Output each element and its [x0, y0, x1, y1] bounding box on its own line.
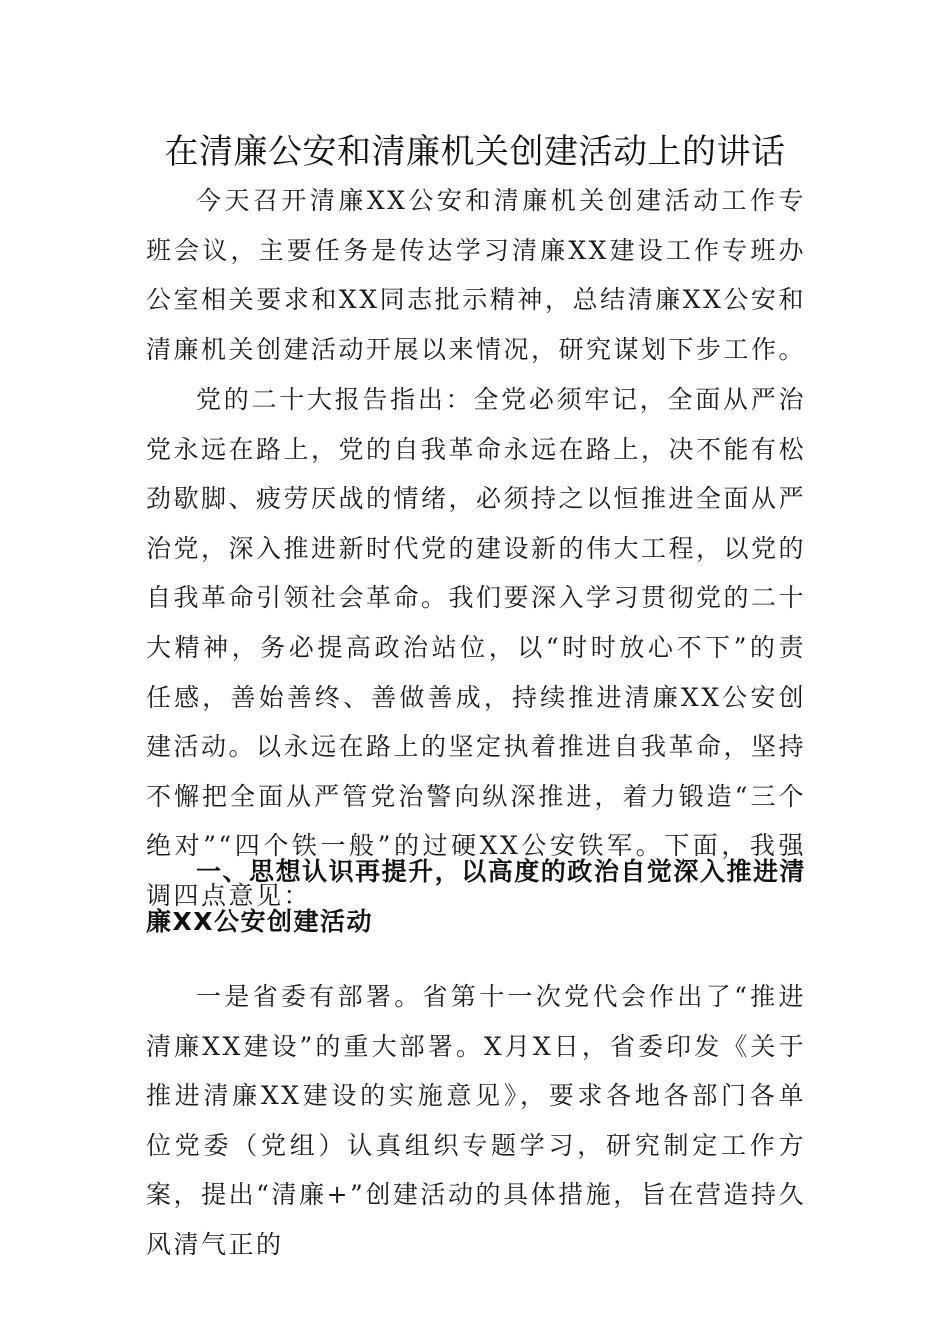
- paragraph-provincial-deployment: 一是省委有部署。省第十一次党代会作出了“推进清廉XX建设”的重大部署。X月X日，省委印发《关于推进清廉XX建设的实施意见》，要求各地各部门各单位党委（党组）认真组织专题学习，研究制定工作方案，提出“清廉+”创建活动的具体措施，旨在营造持久风清气正的: [146, 982, 806, 1259]
- paragraph-opening: 今天召开清廉XX公安和清廉机关创建活动工作专班会议，主要任务是传达学习清廉XX建设工作专班办公室相关要求和XX同志批示精神，总结清廉XX公安和清廉机关创建活动开展以来情况，研究谋划下步工作。: [146, 186, 807, 364]
- document-title: 在清廉公安和清廉机关创建活动上的讲话: [164, 132, 786, 172]
- section-heading-1: 一、思想认识再提升，以高度的政治自觉深入推进清廉XX公安创建活动: [146, 857, 806, 936]
- paragraph-report-quote: 党的二十大报告指出：全党必须牢记，全面从严治党永远在路上，党的自我革命永远在路上，决不能有松劲歇脚、疲劳厌战的情绪，必须持之以恒推进全面从严治党，深入推进新时代党的建设新的伟大工程，以党的自我革命引领社会革命。我们要深入学习贯彻党的二十大精神，务必提高政治站位，以“时时放心不下”的责任感，善始善终、善做善成，持续推进清廉XX公安创建活动。以永远在路上的坚定执着推进自我革命，坚持不懈把全面从严管党治警向纵深推进，着力锻造“三个绝对”“四个铁一般”的过硬XX公安铁军。下面，我强调四点意见：: [146, 385, 807, 910]
